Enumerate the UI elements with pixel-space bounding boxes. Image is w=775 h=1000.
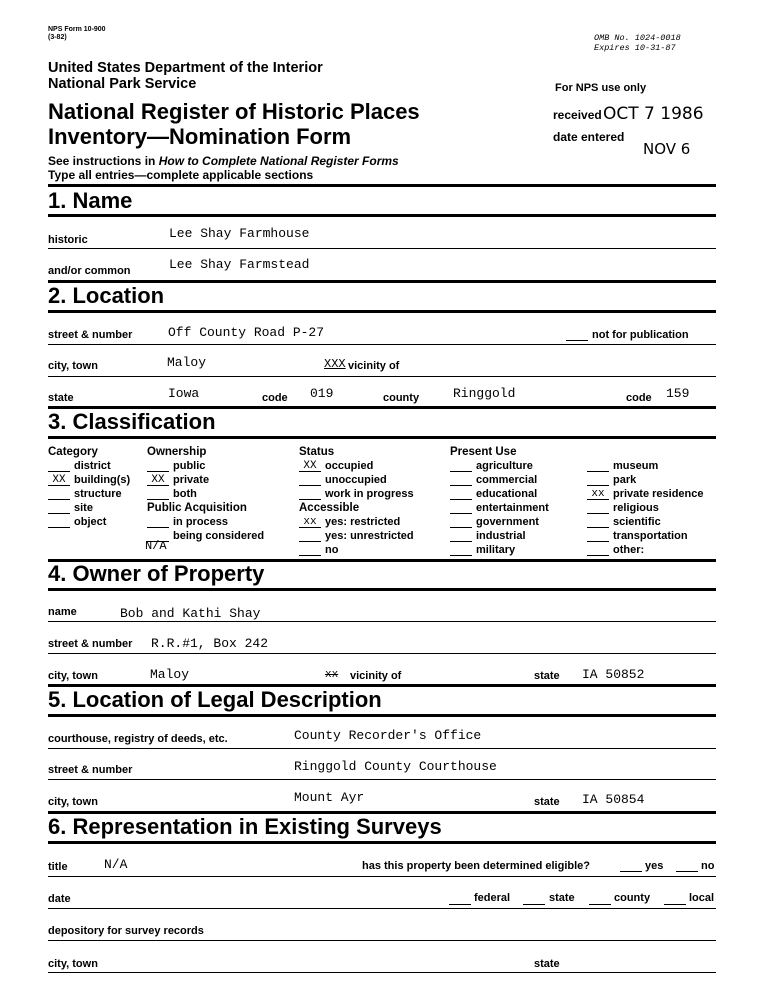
acquisition-in-process-label: in process <box>173 516 229 528</box>
use-commercial <box>450 473 549 487</box>
use-government-label: government <box>476 516 539 528</box>
location-city-label: city, town <box>48 360 98 372</box>
accessible-no-label: no <box>325 544 339 556</box>
survey-title-label: title <box>48 861 68 873</box>
use-scientific-label: scientific <box>613 516 661 528</box>
date-entered-stamp: NOV 6 <box>643 140 691 158</box>
ownership-both <box>147 487 264 501</box>
location-street-label: street & number <box>48 329 133 341</box>
accessible-unrestricted-label: yes: unrestricted <box>325 530 414 542</box>
depository-line <box>48 940 716 941</box>
location-county-value: Ringgold <box>453 386 516 401</box>
accessible-no-mark <box>299 545 321 556</box>
use-private-residence-mark: xx <box>587 489 609 500</box>
use-religious-mark <box>587 503 609 514</box>
legal-street-line <box>48 779 716 780</box>
service: National Park Service <box>48 76 197 92</box>
not-pub-blank <box>566 340 588 341</box>
local-option-label: local <box>689 892 715 904</box>
courthouse-value: County Recorder's Office <box>294 728 482 743</box>
use-industrial <box>450 529 549 543</box>
use-agriculture-label: agriculture <box>476 460 533 472</box>
state-option-blank <box>523 904 545 905</box>
rule-section-1 <box>48 184 716 187</box>
acquisition-in-process <box>147 515 264 529</box>
date-entered-label: date entered <box>553 130 625 144</box>
rule-section-3-bottom <box>48 436 716 439</box>
state-option-label: state <box>549 892 575 904</box>
courthouse-line <box>48 748 716 749</box>
use-commercial-label: commercial <box>476 474 538 486</box>
owner-state-label: state <box>534 670 560 682</box>
category-column <box>48 445 130 529</box>
location-code2-value: 159 <box>666 386 690 401</box>
location-county-label: county <box>383 392 420 404</box>
owner-name-value: Bob and Kathi Shay <box>120 606 261 621</box>
survey-title-line <box>48 876 716 877</box>
location-code2-label: code <box>626 392 652 404</box>
use-entertainment <box>450 501 549 515</box>
category-object <box>48 515 130 529</box>
rule-section-6-bottom <box>48 841 716 844</box>
category-object-label: object <box>74 516 107 528</box>
section-1-heading: 1. Name <box>48 188 133 213</box>
ownership-public-label: public <box>173 460 206 472</box>
use-scientific <box>587 515 704 529</box>
federal-label: federal <box>474 892 511 904</box>
location-city-value: Maloy <box>167 355 207 370</box>
category-buildings <box>48 473 130 487</box>
nps-use-label: For NPS use only <box>555 82 647 94</box>
location-street-line <box>48 344 716 345</box>
use-transportation-label: transportation <box>613 530 688 542</box>
ownership-public-mark <box>147 461 169 472</box>
instructions-prefix: See instructions in <box>48 154 159 168</box>
use-private-residence-label: private residence <box>613 488 704 500</box>
owner-vicinity-label: vicinity of <box>350 670 402 682</box>
omb-block <box>594 33 681 53</box>
use-other-mark <box>587 545 609 556</box>
form-revision: (3-82) <box>48 34 67 41</box>
rule-section-2-bottom <box>48 310 716 313</box>
use-educational <box>450 487 549 501</box>
eligible-no-blank <box>676 871 698 872</box>
survey-state-label: state <box>534 958 560 970</box>
omb-expires: Expires 10-31-87 <box>594 43 676 53</box>
owner-street-label: street & number <box>48 638 133 650</box>
use-museum-label: museum <box>613 460 659 472</box>
received-label: received <box>553 108 602 122</box>
owner-state-value: IA 50852 <box>582 667 645 682</box>
legal-state-label: state <box>534 796 560 808</box>
accessible-unrestricted <box>299 529 414 543</box>
location-code-value: 019 <box>310 386 334 401</box>
status-unoccupied-label: unoccupied <box>325 474 387 486</box>
category-buildings-label: building(s) <box>74 474 131 486</box>
legal-city-label: city, town <box>48 796 98 808</box>
use-other-label: other: <box>613 544 645 556</box>
use-industrial-label: industrial <box>476 530 526 542</box>
form-number <box>48 26 106 42</box>
category-buildings-mark: XX <box>48 475 70 486</box>
legal-street-label: street & number <box>48 764 133 776</box>
use-religious-label: religious <box>613 502 659 514</box>
owner-name-line <box>48 621 716 622</box>
use-agriculture <box>450 459 549 473</box>
use-museum <box>587 459 704 473</box>
courthouse-label: courthouse, registry of deeds, etc. <box>48 733 228 745</box>
status-occupied-label: occupied <box>325 460 374 472</box>
legal-city-value: Mount Ayr <box>294 790 365 805</box>
common-label: and/or common <box>48 265 131 277</box>
status-occupied-mark: XX <box>299 461 321 472</box>
local-blank <box>664 904 686 905</box>
accessible-restricted-mark: xx <box>299 517 321 528</box>
owner-city-label: city, town <box>48 670 98 682</box>
received-stamp: OCT 7 1986 <box>603 104 704 124</box>
historic-value: Lee Shay Farmhouse <box>169 226 310 241</box>
form-title-line1: National Register of Historic Places <box>48 99 420 124</box>
status-work-in-progress-label: work in progress <box>325 488 414 500</box>
category-structure <box>48 487 130 501</box>
section-6-heading: 6. Representation in Existing Surveys <box>48 814 442 839</box>
acquisition-in-process-mark <box>147 517 169 528</box>
use-commercial-mark <box>450 475 472 486</box>
location-vicinity-label: vicinity of <box>348 360 400 372</box>
location-state-label: state <box>48 392 74 404</box>
section-2-heading: 2. Location <box>48 283 165 308</box>
category-site <box>48 501 130 515</box>
status-column <box>299 445 414 557</box>
category-site-mark <box>48 503 70 514</box>
use-government <box>450 515 549 529</box>
rule-section-5-bottom <box>48 714 716 717</box>
survey-title-value: N/A <box>104 857 128 872</box>
category-structure-mark <box>48 489 70 500</box>
omb-number: OMB No. 1024-0018 <box>594 33 681 43</box>
ownership-both-mark <box>147 489 169 500</box>
acquisition-being-considered-label: being considered <box>173 530 265 542</box>
section-3-heading: 3. Classification <box>48 409 216 434</box>
accessible-no <box>299 543 414 557</box>
ownership-column <box>147 445 264 543</box>
instructions-italic: How to Complete National Register Forms <box>158 154 399 168</box>
accessible-restricted <box>299 515 414 529</box>
status-heading: Status <box>299 446 335 458</box>
ownership-public <box>147 459 264 473</box>
use-military-mark <box>450 545 472 556</box>
accessible-unrestricted-mark <box>299 531 321 542</box>
use-transportation-mark <box>587 531 609 542</box>
category-site-label: site <box>74 502 93 514</box>
use-educational-mark <box>450 489 472 500</box>
category-district-mark <box>48 461 70 472</box>
legal-state-value: IA 50854 <box>582 792 645 807</box>
ownership-private-mark: XX <box>147 475 169 486</box>
instructions-line2: Type all entries—complete applicable sections <box>48 168 314 182</box>
owner-street-value: R.R.#1, Box 242 <box>151 636 269 651</box>
acquisition-na: N/A <box>145 539 167 553</box>
rule-section-1-bottom <box>48 214 716 217</box>
use-transportation <box>587 529 704 543</box>
use-religious <box>587 501 704 515</box>
use-industrial-mark <box>450 531 472 542</box>
acquisition-heading: Public Acquisition <box>147 502 247 514</box>
historic-label: historic <box>48 234 88 246</box>
survey-city-label: city, town <box>48 958 98 970</box>
category-heading: Category <box>48 446 98 458</box>
federal-blank <box>449 904 471 905</box>
use-educational-label: educational <box>476 488 538 500</box>
use-government-mark <box>450 517 472 528</box>
county-blank <box>589 904 611 905</box>
instructions <box>48 154 399 168</box>
status-work-in-progress <box>299 487 414 501</box>
common-value: Lee Shay Farmstead <box>169 257 310 272</box>
status-unoccupied <box>299 473 414 487</box>
status-work-in-progress-mark <box>299 489 321 500</box>
status-unoccupied-mark <box>299 475 321 486</box>
use-park-label: park <box>613 474 637 486</box>
survey-city-line <box>48 972 716 973</box>
use-entertainment-label: entertainment <box>476 502 549 514</box>
not-pub-label: not for publication <box>592 329 689 341</box>
owner-street-line <box>48 653 716 654</box>
location-code-label: code <box>262 392 288 404</box>
form-number-text: NPS Form 10-900 <box>48 26 106 33</box>
status-occupied <box>299 459 414 473</box>
category-object-mark <box>48 517 70 528</box>
section-4-heading: 4. Owner of Property <box>48 561 265 586</box>
present-use-column-2 <box>587 459 704 557</box>
use-other <box>587 543 704 557</box>
eligible-no-label: no <box>701 860 715 872</box>
location-street-value: Off County Road P-27 <box>168 325 325 340</box>
use-scientific-mark <box>587 517 609 528</box>
owner-city-value: Maloy <box>150 667 190 682</box>
use-park-mark <box>587 475 609 486</box>
historic-line <box>48 248 716 249</box>
eligible-label: has this property been determined eligible? <box>362 860 590 872</box>
section-5-heading: 5. Location of Legal Description <box>48 687 382 712</box>
use-military <box>450 543 549 557</box>
use-private-residence <box>587 487 704 501</box>
survey-date-label: date <box>48 893 71 905</box>
ownership-private <box>147 473 264 487</box>
rule-section-4-bottom <box>48 588 716 591</box>
location-state-value: Iowa <box>168 386 200 401</box>
ownership-both-label: both <box>173 488 197 500</box>
accessible-restricted-label: yes: restricted <box>325 516 401 528</box>
owner-name-label: name <box>48 606 77 618</box>
use-entertainment-mark <box>450 503 472 514</box>
accessible-heading: Accessible <box>299 502 360 514</box>
ownership-private-label: private <box>173 474 210 486</box>
use-museum-mark <box>587 461 609 472</box>
county-option-label: county <box>614 892 651 904</box>
present-use-column-1 <box>450 445 549 557</box>
legal-street-value: Ringgold County Courthouse <box>294 759 497 774</box>
use-military-label: military <box>476 544 516 556</box>
use-agriculture-mark <box>450 461 472 472</box>
department: United States Department of the Interior <box>48 60 323 76</box>
category-structure-label: structure <box>74 488 122 500</box>
location-vicinity-mark: XXX <box>324 357 346 371</box>
ownership-heading: Ownership <box>147 446 207 458</box>
eligible-yes-label: yes <box>645 860 664 872</box>
eligible-yes-blank <box>620 871 642 872</box>
category-district <box>48 459 130 473</box>
present-use-heading: Present Use <box>450 446 517 458</box>
use-park <box>587 473 704 487</box>
form-title-line2: Inventory—Nomination Form <box>48 124 352 149</box>
location-city-line <box>48 376 716 377</box>
survey-date-line <box>48 908 716 909</box>
category-district-label: district <box>74 460 111 472</box>
owner-vicinity-mark: xx <box>325 669 339 681</box>
depository-label: depository for survey records <box>48 925 204 937</box>
